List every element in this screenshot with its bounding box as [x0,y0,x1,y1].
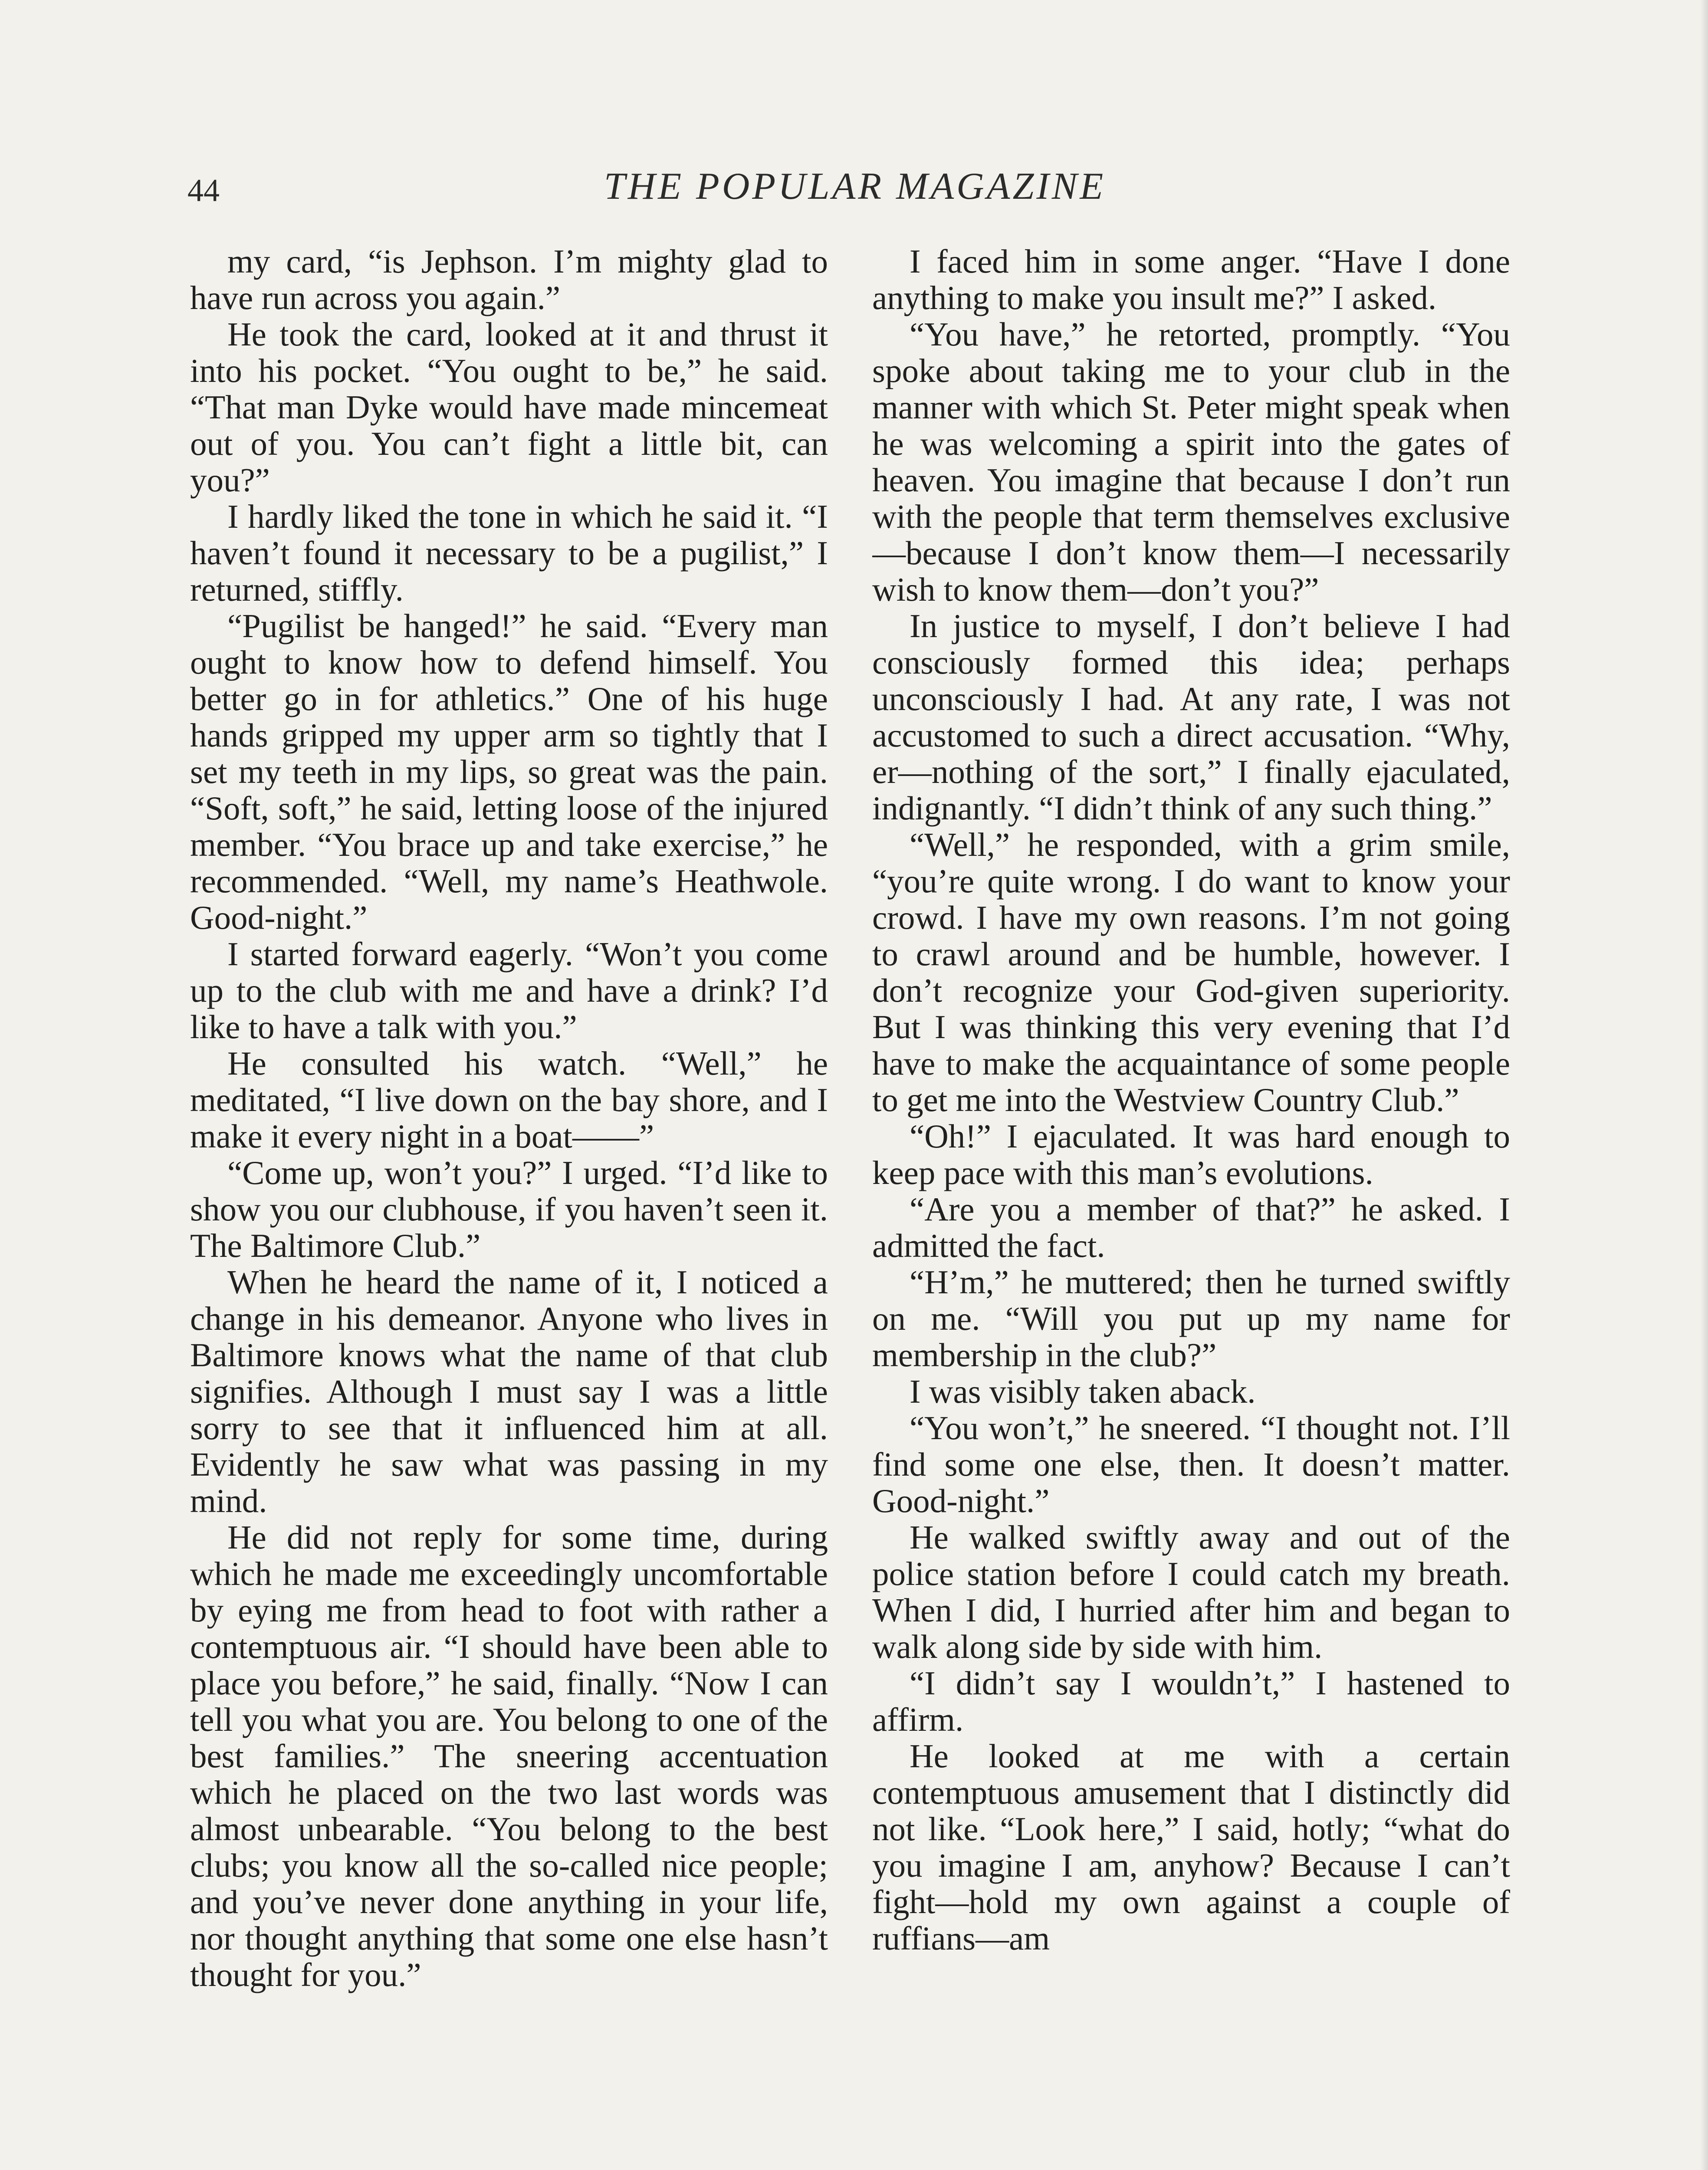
page-number: 44 [187,173,220,208]
paragraph: In justice to myself, I don’t believe I had consciously formed this idea; perhaps unconsciously I had. At any rate, I was not accustomed to such a direct accusation. “Why, er—nothing of the sort,” I finally ejaculated, indignantly. “I didn’t think of any such thing.” [872,607,1510,827]
paragraph: “Pugilist be hanged!” he said. “Every man ought to know how to defend himself. You better go in for athletics.” One of his huge hands gripped my upper arm so tightly that I set my teeth in my lips, so great was the pain. “Soft, soft,” he said, letting loose of the injured member. “You brace up and take exercise,” he recommended. “Well, my name’s Heathwole. Good-night.” [190,607,828,936]
running-head: THE POPULAR MAGAZINE [604,165,1106,207]
paragraph: “Are you a member of that?” he asked. I admitted the fact. [872,1190,1510,1264]
paragraph: I started forward eagerly. “Won’t you come up to the club with me and have a drink? I’d like to have a talk with you.” [190,935,828,1046]
paragraph: He did not reply for some time, during which he made me exceedingly uncomfortable by eying me from head to foot with rather a contemptuous air. “I should have been able to place you before,” he said, finally. “Now I can tell you what you are. You belong to one of the best families.” The sneering accentuation which he placed on the two last words was almost unbearable. “You belong to the best clubs; you know all the so-called nice people; and you’ve never done anything in your life, nor thought anything that some one else hasn’t thought for you.” [190,1519,828,1993]
paragraph: my card, “is Jephson. I’m mighty glad to have run across you again.” [190,243,828,316]
paragraph: He looked at me with a certain contemptuous amusement that I distinctly did not like. “Look here,” I said, hotly; “what do you imagine I am, anyhow? Because I can’t fight—hold my own against a couple of ruffians—am [872,1737,1510,1957]
right-text-column [872,243,1510,2170]
paragraph: I hardly liked the tone in which he said it. “I haven’t found it necessary to be a pugilist,” I returned, stiffly. [190,498,828,608]
paragraph: When he heard the name of it, I noticed a change in his demeanor. Anyone who lives in Baltimore knows what the name of that club signifies. Although I must say I was a little sorry to see that it influenced him at all. Evidently he saw what was passing in my mind. [190,1263,828,1519]
paragraph: He took the card, looked at it and thrust it into his pocket. “You ought to be,” he said. “That man Dyke would have made mincemeat out of you. You can’t fight a little bit, can you?” [190,316,828,499]
paragraph: “I didn’t say I wouldn’t,” I hastened to affirm. [872,1664,1510,1738]
paragraph: “You have,” he retorted, promptly. “You spoke about taking me to your club in the manner with which St. Peter might speak when he was welcoming a spirit into the gates of heaven. You imagine that because I don’t run with the people that term themselves exclusive—because I don’t know them—I necessarily wish to know them—don’t you?” [872,316,1510,608]
paragraph: “H’m,” he muttered; then he turned swiftly on me. “Will you put up my name for membership in the club?” [872,1263,1510,1374]
paragraph: “Come up, won’t you?” I urged. “I’d like to show you our clubhouse, if you haven’t seen it. The Baltimore Club.” [190,1154,828,1264]
paragraph: He consulted his watch. “Well,” he meditated, “I live down on the bay shore, and I make it every night in a boat——” [190,1045,828,1155]
left-text-column [190,243,828,2170]
paragraph: I was visibly taken aback. [910,1373,1256,1410]
paragraph: “Well,” he responded, with a grim smile, “you’re quite wrong. I do want to know your crowd. I have my own reasons. I’m not going to crawl around and be humble, however. I don’t recognize your God-given superiority. But I was thinking this very evening that I’d have to make the acquaintance of some people to get me into the Westview Country Club.” [872,826,1510,1118]
paragraph: I faced him in some anger. “Have I done anything to make you insult me?” I asked. [872,243,1510,316]
paragraph: “Oh!” I ejaculated. It was hard enough to keep pace with this man’s evolutions. [872,1118,1510,1191]
paragraph: “You won’t,” he sneered. “I thought not. I’ll find some one else, then. It doesn’t matter. Good-night.” [872,1409,1510,1519]
paragraph: He walked swiftly away and out of the police station before I could catch my breath. When I did, I hurried after him and began to walk along side by side with him. [872,1519,1510,1665]
page-edge-shadow [1700,0,1708,2170]
